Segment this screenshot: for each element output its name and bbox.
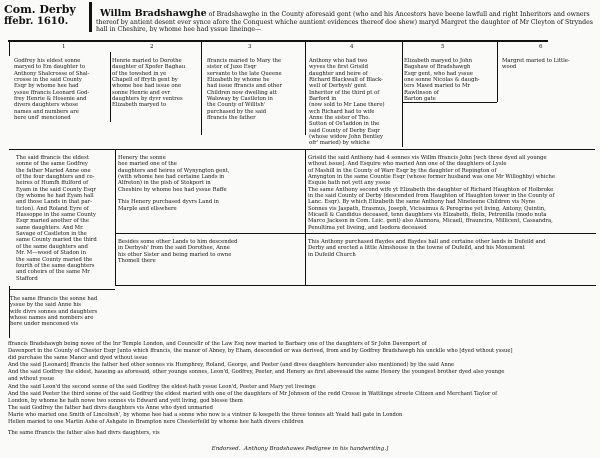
entry-henery-lands: Besides some other Lands to him descended in Derbysh' from the said Dorothee, Anne his other Sister and being maried to owne Thomell there xyxy=(118,239,238,265)
footer-text xyxy=(8,341,598,441)
footer-line: And the said Peeter the third sonne of the said Godfrey the eldest maried with one of the daughters of Mr Johnson of the redd Crosse in Wattlinge streete Citizen and Merchant Taylor of xyxy=(8,390,498,397)
row-rule xyxy=(116,285,596,286)
divider xyxy=(305,149,306,233)
entry-anthony: Anthony who had two wyves the first Grisild daughter and heire of Richard Blackwall of Black- well of Derbysh' gent Inheritor of the third pt of Barford in (now sold to Mr Lane there) wch Richard had to wife Anne the sister of Tho. Sutton of Os'laddon in the said County of Derby Esqr (whose widow John Bentley ofr' maried) by whiche xyxy=(309,58,385,147)
entry-ffrancis: ffrancis maried to Mary the sister of Juxe Esqr servante to the late Queene Elizabeth by whome he had issue ffrancis and other Children now dwelling att Waloway by Castleton in the County of Willtsh' purchased by the said ffrancis the father xyxy=(207,58,282,122)
footer-line: ffrancis Bradshawgh being nowe of the Inr Temple London, and Councellr of the Law Esq now maried to Barbary one of the daughters of Sr John Davenport of xyxy=(8,341,427,347)
entry-godfrey: Godfrey his eldest sonne maryed to Em daughter to Anthony Shalcrosse of Shal- crosse in the said County Esqr by whome hee had yssue ffrancis Leonard God- frey Henrie & Hosenie and divers daughters whose names and numbers are here und' mencioned xyxy=(14,58,90,122)
entry-ffrancis-issue: The same ffrancis the sonne had yssue by the said Anne his wife divrs sonnes and daughters whose names and nombers are here under menconed vis xyxy=(10,296,98,328)
column-number: 1 xyxy=(62,44,66,50)
footer-line: did purchase the same Manor and dyed wthout issue xyxy=(8,355,148,362)
header-rule xyxy=(8,40,548,42)
entry-henery-son: Henery the sonne hee maried one of the daughters and heires of Wynyngton gent, (with whome hee had certaine Lands in Alfreton) in the pish of Stokport in Cheshire by whome hee had yssue Raffe This Henery purchased dyvrs Land in Marple and ellswhere xyxy=(118,155,230,212)
entry-elizabeth: Elizabeth maryed to John Bagshaw of Bradshawgh Esqr gent, who had yssue one sonne Nicolas & daugh- ters Mawd maried to Mr Rawlinson of Barton gate xyxy=(404,58,480,103)
entry-ffrancis-son: The said ffrancis the eldest sonne of the same Godfrey the father Maried Anne one of the four daughters and co- heires of Humfh ffulford of Eyam in the said County Esqr (by whome he had Eyam hall and those Lands in that par- ticlon). And Roland Eyre of Hassoppe in the same County Esqr maried another of the same daughters. And Mr. Savage of Castleton in the same County maried the third of the same daughters and Mr. M—wood of Stadon in the same County maried the fourth of the same daughters and coheirs of the same Mr Stafford xyxy=(16,155,97,280)
row-rule xyxy=(9,289,115,290)
column-number: 5 xyxy=(441,44,445,50)
divider xyxy=(9,286,10,338)
entry-anthony-children: Grisild the said Anthony had 4 sonnes vis Willm ffrancis John [wch three dyed all younge wthout issue]. And Esquire who maried Ann one of the daughters of Lysle of Mashill in the County of Warr Esqr by the daughter of Repington of Amyngton in the same Countie Esqr (whose former husband was one Mr Willoghby) whiche Esquie hath not yett any yssue The same Anthony second wife yt Elizabeth the daughter of Richard Haughton of Holbroke in the said County of Derby (descended from Haughton of Haughton tower in the County of Lanc. Esqr). By which Elizabeth the same Anthony had Nineteene Children vis Nyne Sonnes vis Jaspath, Erasmus, Joseph, Vicissimus & Peregrine yet living, Antony, Quintin, Micaell & Candidus deceased, tenn daughters vis Elizabeth, ffelix, Petronilla (modo nuta Marco Jackson in Com. Leic. gent) also Alannora, Micaell, ffrauncira, Millicent, Cassandra, Penultima yet liveing, and Isodora deceased xyxy=(308,155,556,231)
footer-line: Davenport in the County of Chester Esqr [unto which ffrancis, the manor of Abney, by Eham, descended or was derived, from and by Godfrey Bradshawgh his uncklle who [dyed wthout yssue] xyxy=(8,348,513,355)
progenitor-name: Willm Bradshawghe xyxy=(99,7,207,19)
endorsement: Endorsed. Anthony Bradshawes Pedigree in his handwriting.] xyxy=(211,446,389,452)
footer-line: London, by whome he hath nowe two sonnes vis Edward and yett living, god blesse them xyxy=(8,397,243,404)
footer-line: The said Godfrey the father had divrs daughters vis Anne who dyed unmaried xyxy=(8,404,213,411)
divider xyxy=(110,52,111,122)
footer-line: The same ffrancis the father also had divrs daughters, vis xyxy=(8,430,160,437)
progenitor-description: of Bradshawghe in the County aforesaid gent (who and his Ancestors have beene lawfull and right Inheritors and owners thereof by antient desent ever synce afore the Conquest whiche auntient evidences thereof doe shew) maryd Margret the daughter of Mr Cleyton of Stryndes hall in Cheshire, by whome hee had yssue lineinge— xyxy=(96,10,595,32)
footer-line: Hellen maried to one Martin Ashe of Ashgate in Brampton nere Chesterfeild by whome hee hath divers children xyxy=(8,419,304,426)
footer-line: and wthout yssue xyxy=(8,376,55,383)
divider xyxy=(305,52,306,135)
entry-anthony-purchases: This Anthony purchased ffaydes and ffaydes hall and certaine other lands in Dufeild and Derby and erected a little Almshouse in the towne of Dufeild, and his Monument in Dufeild Church xyxy=(308,239,546,258)
divider xyxy=(201,52,202,135)
county-label: Com. Derby xyxy=(4,3,76,16)
footer-line: And the said Leon'd the second sonne of the said Godfrey the eldest hath yssue Leon'd, Peeter and Mary yet liveinge xyxy=(8,383,316,390)
footer-line: Marie who maried one Smith of Lincolnsh', by whome hee had a sonne who now is a vintner & keepeth the three tonnes att Yeald hall gate in London xyxy=(8,411,403,418)
entry-margret: Margret maried to Little- wood xyxy=(502,58,570,71)
entry-henrie: Henrie maried to Dorothe daughter of Xpofer Baghau of the towshed in ye Chapell of ffryth gent by whome hee had issue one sonne Henrie and ovr daughters by dyvr ventres Elizabeth maryed to xyxy=(112,58,186,109)
divider xyxy=(115,149,116,286)
divider xyxy=(305,233,306,286)
column-number: 6 xyxy=(539,44,543,50)
footer-line: And the said [Leonard] ffrancis the father hed other sonnes vis Humphrey, Roland, George, and Peeter (and dives daughters hereunder also mentioned) by the said Anne xyxy=(8,362,455,369)
column-number: 4 xyxy=(350,44,354,50)
drop-line-1 xyxy=(9,40,10,56)
divider xyxy=(402,52,403,147)
date-label: ffebr. 1610. xyxy=(4,16,69,27)
record-reference xyxy=(4,4,88,28)
divider xyxy=(497,52,498,102)
row-rule xyxy=(9,149,595,150)
elizabeth-underline xyxy=(402,102,497,103)
header-text xyxy=(96,2,596,32)
header-divider xyxy=(89,2,92,32)
footer-line: And the said Godfrey the eldest, haueing as aforesaid, other younge sonnes, Leon'd, Godfrey, Peeter, and Henery as first abovesaid the same Henery the youngest brother dyed also younge xyxy=(8,369,505,376)
row-rule xyxy=(116,233,596,234)
column-number: 2 xyxy=(150,44,154,50)
column-number: 3 xyxy=(248,44,252,50)
